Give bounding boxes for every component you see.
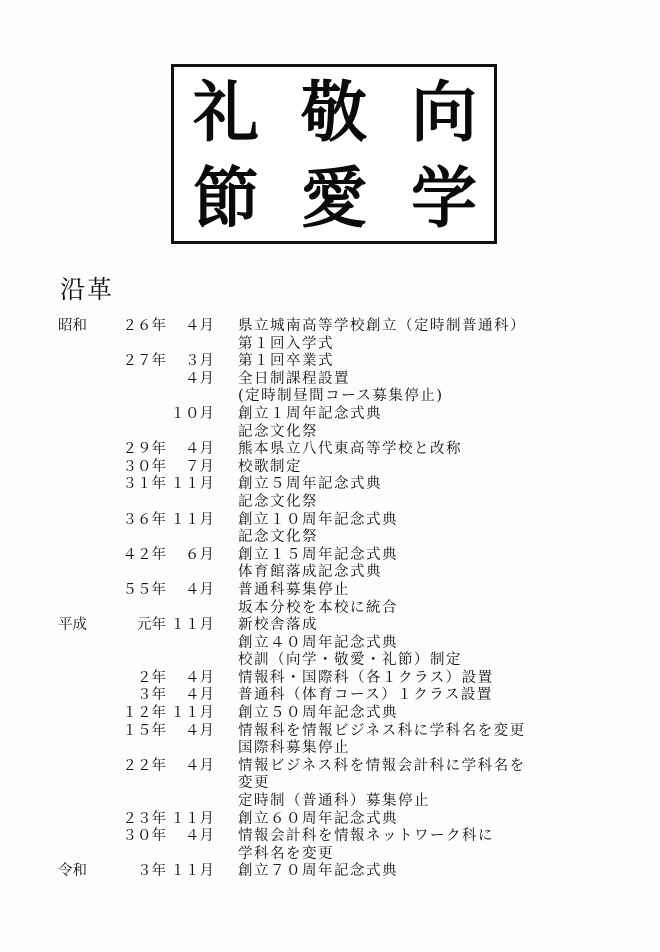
entry-month: ４月	[185, 441, 214, 458]
entry-text: 新校舎落成	[238, 617, 318, 634]
history-entry	[58, 758, 618, 776]
entry-month: ４月	[185, 722, 214, 739]
entry-month: １１月	[170, 511, 214, 528]
school-motto-box	[171, 64, 497, 244]
entry-text: 第１回入学式	[238, 335, 334, 352]
entry-text: 創立４０周年記念式典	[238, 634, 398, 651]
entry-month: ４月	[185, 669, 214, 686]
entry-era: 令和	[58, 863, 87, 880]
history-entry	[58, 564, 618, 582]
history-entry	[58, 336, 618, 354]
entry-text: 校訓（向学・敬愛・礼節）制定	[238, 652, 462, 669]
entry-text: 県立城南高等学校創立（定時制普通科）	[238, 318, 526, 334]
entry-year: ２９年	[122, 441, 166, 458]
history-entry	[58, 424, 618, 442]
entry-month: ４月	[185, 581, 214, 598]
history-entry	[58, 441, 618, 459]
entry-year: ３年	[137, 687, 166, 704]
history-entry	[58, 459, 618, 477]
entry-text: 体育館落成記念式典	[238, 564, 382, 581]
entry-month: ４月	[185, 757, 214, 774]
entry-text: 創立５０周年記念式典	[238, 705, 398, 722]
history-entry	[58, 863, 618, 881]
motto-char: 向	[411, 73, 477, 151]
entry-text: 情報会計科を情報ネットワーク科に	[238, 828, 494, 845]
history-entry	[58, 353, 618, 371]
history-entry	[58, 670, 618, 688]
entry-text: 創立１周年記念式典	[238, 405, 382, 422]
entry-text: 情報ビジネス科を情報会計科に学科名を	[238, 757, 526, 774]
entry-text: 創立１５周年記念式典	[238, 546, 398, 563]
entry-text: 第１回卒業式	[238, 353, 334, 370]
entry-month: １１月	[170, 863, 214, 880]
entry-month: １１月	[170, 810, 214, 827]
entry-text: 創立１０周年記念式典	[238, 511, 398, 528]
history-entry	[58, 494, 618, 512]
history-entry	[58, 600, 618, 618]
entry-month: １１月	[170, 617, 214, 634]
motto-char: 礼	[193, 73, 259, 151]
entry-text: 記念文化祭	[238, 529, 318, 546]
history-entry	[58, 371, 618, 389]
entry-month: １０月	[170, 405, 214, 422]
history-entry	[58, 635, 618, 653]
history-entry	[58, 811, 618, 829]
history-entry	[58, 846, 618, 864]
history-entry	[58, 318, 618, 336]
entry-year: ３年	[137, 863, 166, 880]
entry-text: 記念文化祭	[238, 423, 318, 440]
entry-year: ２３年	[122, 810, 166, 827]
entry-text: 国際科募集停止	[238, 740, 350, 757]
entry-year: ４２年	[122, 546, 166, 563]
entry-era: 昭和	[58, 318, 87, 334]
history-entry	[58, 617, 618, 635]
entry-month: １１月	[170, 476, 214, 493]
entry-text: 情報科を情報ビジネス科に学科名を変更	[238, 722, 526, 739]
entry-text: 坂本分校を本校に統合	[238, 599, 398, 616]
motto-char: 学	[411, 159, 477, 237]
entry-text: 校歌制定	[238, 458, 302, 475]
entry-text: 全日制課程設置	[238, 370, 350, 387]
entry-month: １１月	[170, 705, 214, 722]
entry-year: ２年	[137, 669, 166, 686]
entry-month: ４月	[185, 318, 214, 334]
history-entry	[58, 828, 618, 846]
motto-char: 敬	[301, 73, 367, 151]
entry-month: ３月	[185, 353, 214, 370]
history-entry	[58, 775, 618, 793]
history-entry	[58, 687, 618, 705]
entry-year: ２７年	[122, 353, 166, 370]
history-entry	[58, 723, 618, 741]
entry-year: １５年	[122, 722, 166, 739]
entry-month: ４月	[185, 687, 214, 704]
entry-text: 普通科（体育コース）１クラス設置	[238, 687, 493, 704]
entry-text: 熊本県立八代東高等学校と改称	[238, 441, 462, 458]
entry-era: 平成	[58, 617, 87, 634]
history-entry	[58, 582, 618, 600]
entry-year: ３１年	[122, 476, 166, 493]
history-entry	[58, 406, 618, 424]
entry-year: 元年	[137, 617, 166, 634]
entry-text: 変更	[238, 775, 270, 792]
history-entry	[58, 705, 618, 723]
entry-year: ３０年	[122, 458, 166, 475]
history-entry	[58, 740, 618, 758]
motto-char: 節	[193, 159, 259, 237]
entry-month: ６月	[185, 546, 214, 563]
motto-char: 愛	[301, 159, 367, 237]
entry-month: ７月	[185, 458, 214, 475]
entry-year: ３０年	[122, 828, 166, 845]
entry-year: ２２年	[122, 757, 166, 774]
entry-text: 創立７０周年記念式典	[238, 863, 398, 880]
entry-text: 創立５周年記念式典	[238, 476, 382, 493]
entry-text: 普通科募集停止	[238, 581, 350, 598]
history-heading: 沿革	[60, 275, 115, 304]
entry-text: 学科名を変更	[238, 845, 334, 862]
entry-text: (定時制昼間コース募集停止)	[238, 388, 444, 405]
history-entry	[58, 793, 618, 811]
history-entry	[58, 512, 618, 530]
entry-text: 情報科・国際科（各１クラス）設置	[238, 669, 494, 686]
entry-text: 記念文化祭	[238, 493, 318, 510]
entry-text: 創立６０周年記念式典	[238, 810, 398, 827]
history-entry	[58, 547, 618, 565]
entry-year: １２年	[122, 705, 166, 722]
entry-year: ３６年	[122, 511, 166, 528]
entry-text: 定時制（普通科）募集停止	[238, 793, 430, 810]
history-entry	[58, 529, 618, 547]
entry-year: ２６年	[122, 318, 166, 334]
history-entry	[58, 388, 618, 406]
entry-month: ４月	[185, 370, 214, 387]
entry-month: ４月	[185, 828, 214, 845]
history-list	[58, 318, 618, 881]
history-entry	[58, 476, 618, 494]
entry-year: ５５年	[122, 581, 166, 598]
history-entry	[58, 652, 618, 670]
